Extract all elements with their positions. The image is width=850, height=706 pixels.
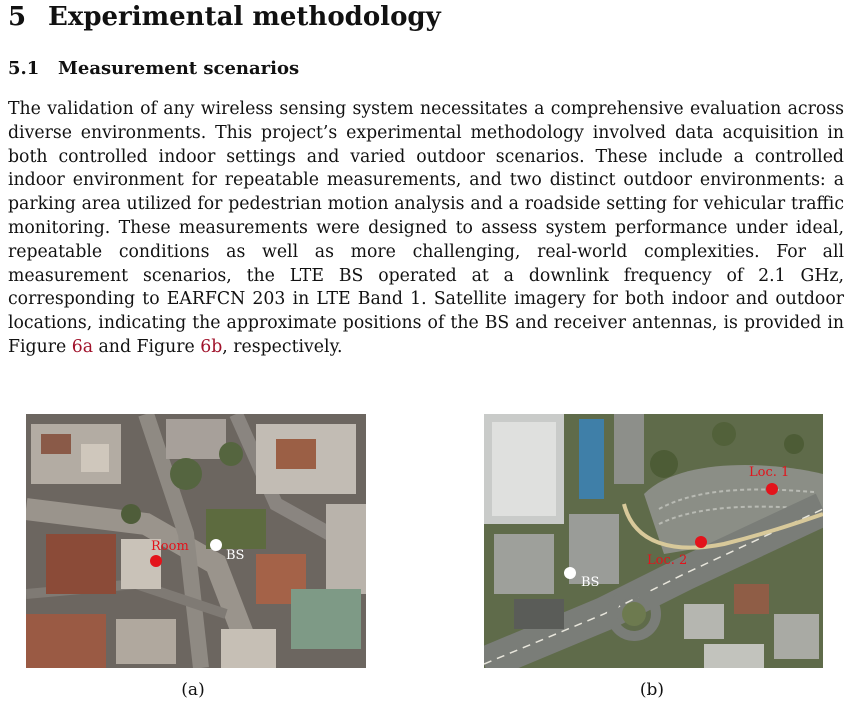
section-title: Experimental methodology: [48, 2, 441, 32]
subsection-heading: [8, 57, 299, 81]
figure-a-caption: (a): [181, 680, 205, 700]
bs-label-a: BS: [226, 548, 245, 563]
bs-label-b: BS: [581, 575, 600, 590]
paragraph-text-end: , respectively.: [222, 336, 343, 357]
paragraph-text-and: and Figure: [93, 336, 201, 357]
figure-a-satellite-image: [26, 414, 366, 668]
section-number: 5: [8, 2, 27, 32]
paragraph-text: The validation of any wireless sensing system necessitates a comprehensive evaluation across diverse environments. This project’s experimental methodology involved data acquisition in both controlled indoor settings and varied outdoor scenarios. These include a controlled indoor environment for repeatable measurements, and two distinct outdoor environments: a parking area utilized for pedestrian motion analysis and a roadside setting for vehicular traffic monitoring. These measurements were designed to assess system performance under ideal, repeatable conditions as well as more challenging, real-world complexities. For all measurement scenarios, the LTE BS operated at a downlink frequency of 2.1 GHz, corresponding to EARFCN 203 in LTE Band 1. Satellite imagery for both indoor and outdoor locations, indicating the approximate positions of the BS and receiver antennas, is provided in Figure: [8, 99, 844, 357]
loc2-marker: [695, 536, 707, 548]
room-label: Room: [151, 539, 189, 554]
loc1-label: Loc. 1: [749, 465, 790, 480]
loc1-marker: [766, 483, 778, 495]
body-paragraph: [8, 98, 844, 360]
subsection-number: 5.1: [8, 58, 40, 79]
section-heading: [8, 0, 441, 34]
room-marker: [150, 555, 162, 567]
figure-b-caption: (b): [639, 680, 665, 700]
figure-6a-link[interactable]: 6a: [71, 336, 94, 357]
subsection-title: Measurement scenarios: [58, 58, 300, 79]
loc2-label: Loc. 2: [647, 553, 688, 568]
figure-b-satellite-image: [484, 414, 823, 668]
bs-marker-a: [210, 539, 222, 551]
figure-6b-link[interactable]: 6b: [200, 336, 223, 357]
bs-marker-b: [564, 567, 576, 579]
